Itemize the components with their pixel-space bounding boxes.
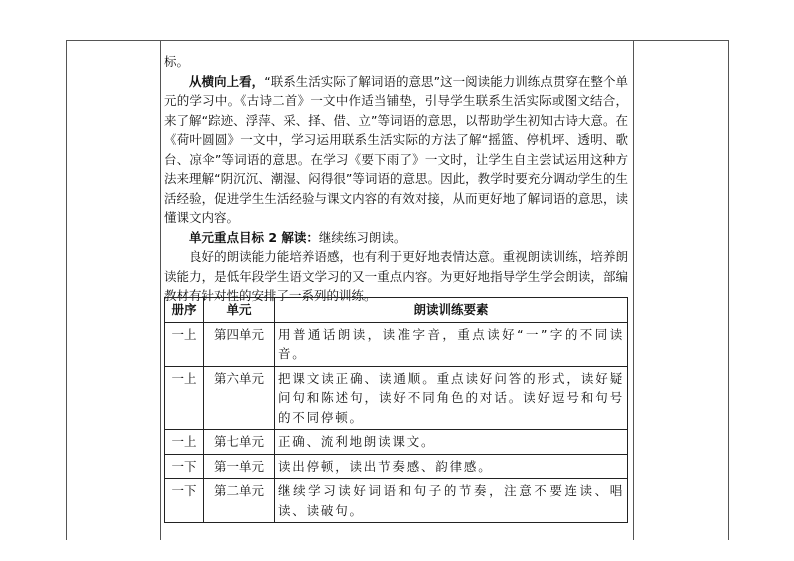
cell-unit: 第六单元 [204, 366, 275, 430]
paragraph-text: “联系生活实际了解词语的意思”这一阅读能力训练点贯穿在整个单元的学习中。《古诗二首》一文中作适当铺垫，引导学生联系生活实际或图文结合，来了解“踪迹、浮萍、采、择、借、立”等词语的意思，以帮助学生初知古诗大意。在《荷叶圆圆》一文中，学习运用联系生活实际的方法了解“摇篮、停机坪、透明、歌台、凉伞”等词语的意思。在学习《要下雨了》一文时，让学生自主尝试运用这种方法来理解“阴沉沉、潮湿、闷得很”等词语的意思。因此，教学时要充分调动学生的生活经验，促进学生生活经验与课文内容的有效对接，从而更好地了解词语的意思，读懂课文内容。 [164, 73, 628, 225]
reading-requirements-table [164, 297, 628, 523]
table-row [165, 322, 628, 366]
table-header-row [165, 298, 628, 323]
cell-unit: 第二单元 [204, 479, 275, 523]
header-volume: 册序 [165, 298, 204, 323]
cell-unit: 第一单元 [204, 454, 275, 479]
paragraph-horizontal-view [164, 72, 628, 228]
paragraph-goal-2 [164, 228, 628, 248]
header-unit: 单元 [204, 298, 275, 323]
cell-unit: 第七单元 [204, 430, 275, 455]
column-divider-left [160, 40, 161, 540]
paragraph-reading: 良好的朗读能力能培养语感，也有利于更好地表情达意。重视朗读训练，培养朗读能力，是低年段学生语文学习的又一重点内容。为更好地指导学生学会朗读，部编教材有针对性的安排了一系列的训练。 [164, 249, 628, 303]
document-body [164, 52, 628, 306]
frame-top-border [67, 40, 728, 41]
cell-requirement: 用普通话朗读，读准字音，重点读好“一”字的不同读音。 [275, 322, 628, 366]
table-row [165, 430, 628, 455]
cell-requirement: 正确、流利地朗读课文。 [275, 430, 628, 455]
goal-text: 继续练习朗读。 [318, 229, 407, 245]
cell-requirement: 读出停顿，读出节奏感、韵律感。 [275, 454, 628, 479]
paragraph-tail: 标。 [164, 54, 190, 69]
cell-requirement: 把课文读正确、读通顺。重点读好问答的形式，读好疑问句和陈述句，读好不同角色的对话。读好逗号和句号的不同停顿。 [275, 366, 628, 430]
cell-volume: 一上 [165, 366, 204, 430]
cell-volume: 一下 [165, 454, 204, 479]
cell-unit: 第四单元 [204, 322, 275, 366]
cell-volume: 一下 [165, 479, 204, 523]
cell-volume: 一上 [165, 430, 204, 455]
header-requirement: 朗读训练要素 [275, 298, 628, 323]
table-row [165, 366, 628, 430]
table-row [165, 479, 628, 523]
cell-requirement: 继续学习读好词语和句子的节奏，注意不要连读、唱读、读破句。 [275, 479, 628, 523]
cell-volume: 一上 [165, 322, 204, 366]
paragraph-lead-bold: 从横向上看， [189, 73, 265, 89]
table-row [165, 454, 628, 479]
column-divider-right [633, 40, 634, 540]
goal-heading: 单元重点目标 2 解读： [189, 229, 319, 245]
